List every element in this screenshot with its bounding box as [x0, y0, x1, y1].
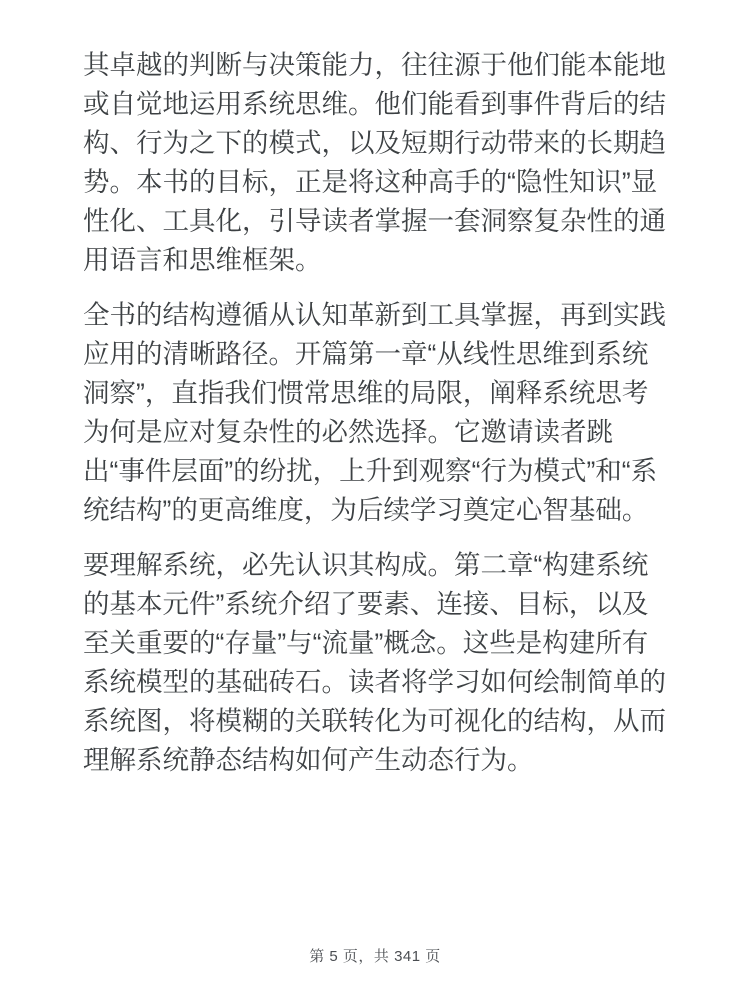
document-body	[83, 46, 667, 796]
page-footer	[0, 948, 750, 966]
paragraph-2: 全书的结构遵循从认知革新到工具掌握，再到实践应用的清晰路径。开篇第一章“从线性思维到系统洞察”，直指我们惯常思维的局限，阐释系统思考为何是应对复杂性的必然选择。它邀请读者跳出“事件层面”的纷扰，上升到观察“行为模式”和“系统结构”的更高维度，为后续学习奠定心智基础。	[83, 300, 666, 525]
paragraph-1: 其卓越的判断与决策能力，往往源于他们能本能地或自觉地运用系统思维。他们能看到事件背后的结构、行为之下的模式，以及短期行动带来的长期趋势。本书的目标，正是将这种高手的“隐性知识”显性化、工具化，引导读者掌握一套洞察复杂性的通用语言和思维框架。	[83, 50, 666, 275]
paragraph-3: 要理解系统，必先认识其构成。第二章“构建系统的基本元件”系统介绍了要素、连接、目标，以及至关重要的“存量”与“流量”概念。这些是构建所有系统模型的基础砖石。读者将学习如何绘制简单的系统图，将模糊的关联转化为可视化的结构，从而理解系统静态结构如何产生动态行为。	[83, 550, 666, 775]
page-indicator: 第 5 页，共 341 页	[309, 948, 441, 965]
